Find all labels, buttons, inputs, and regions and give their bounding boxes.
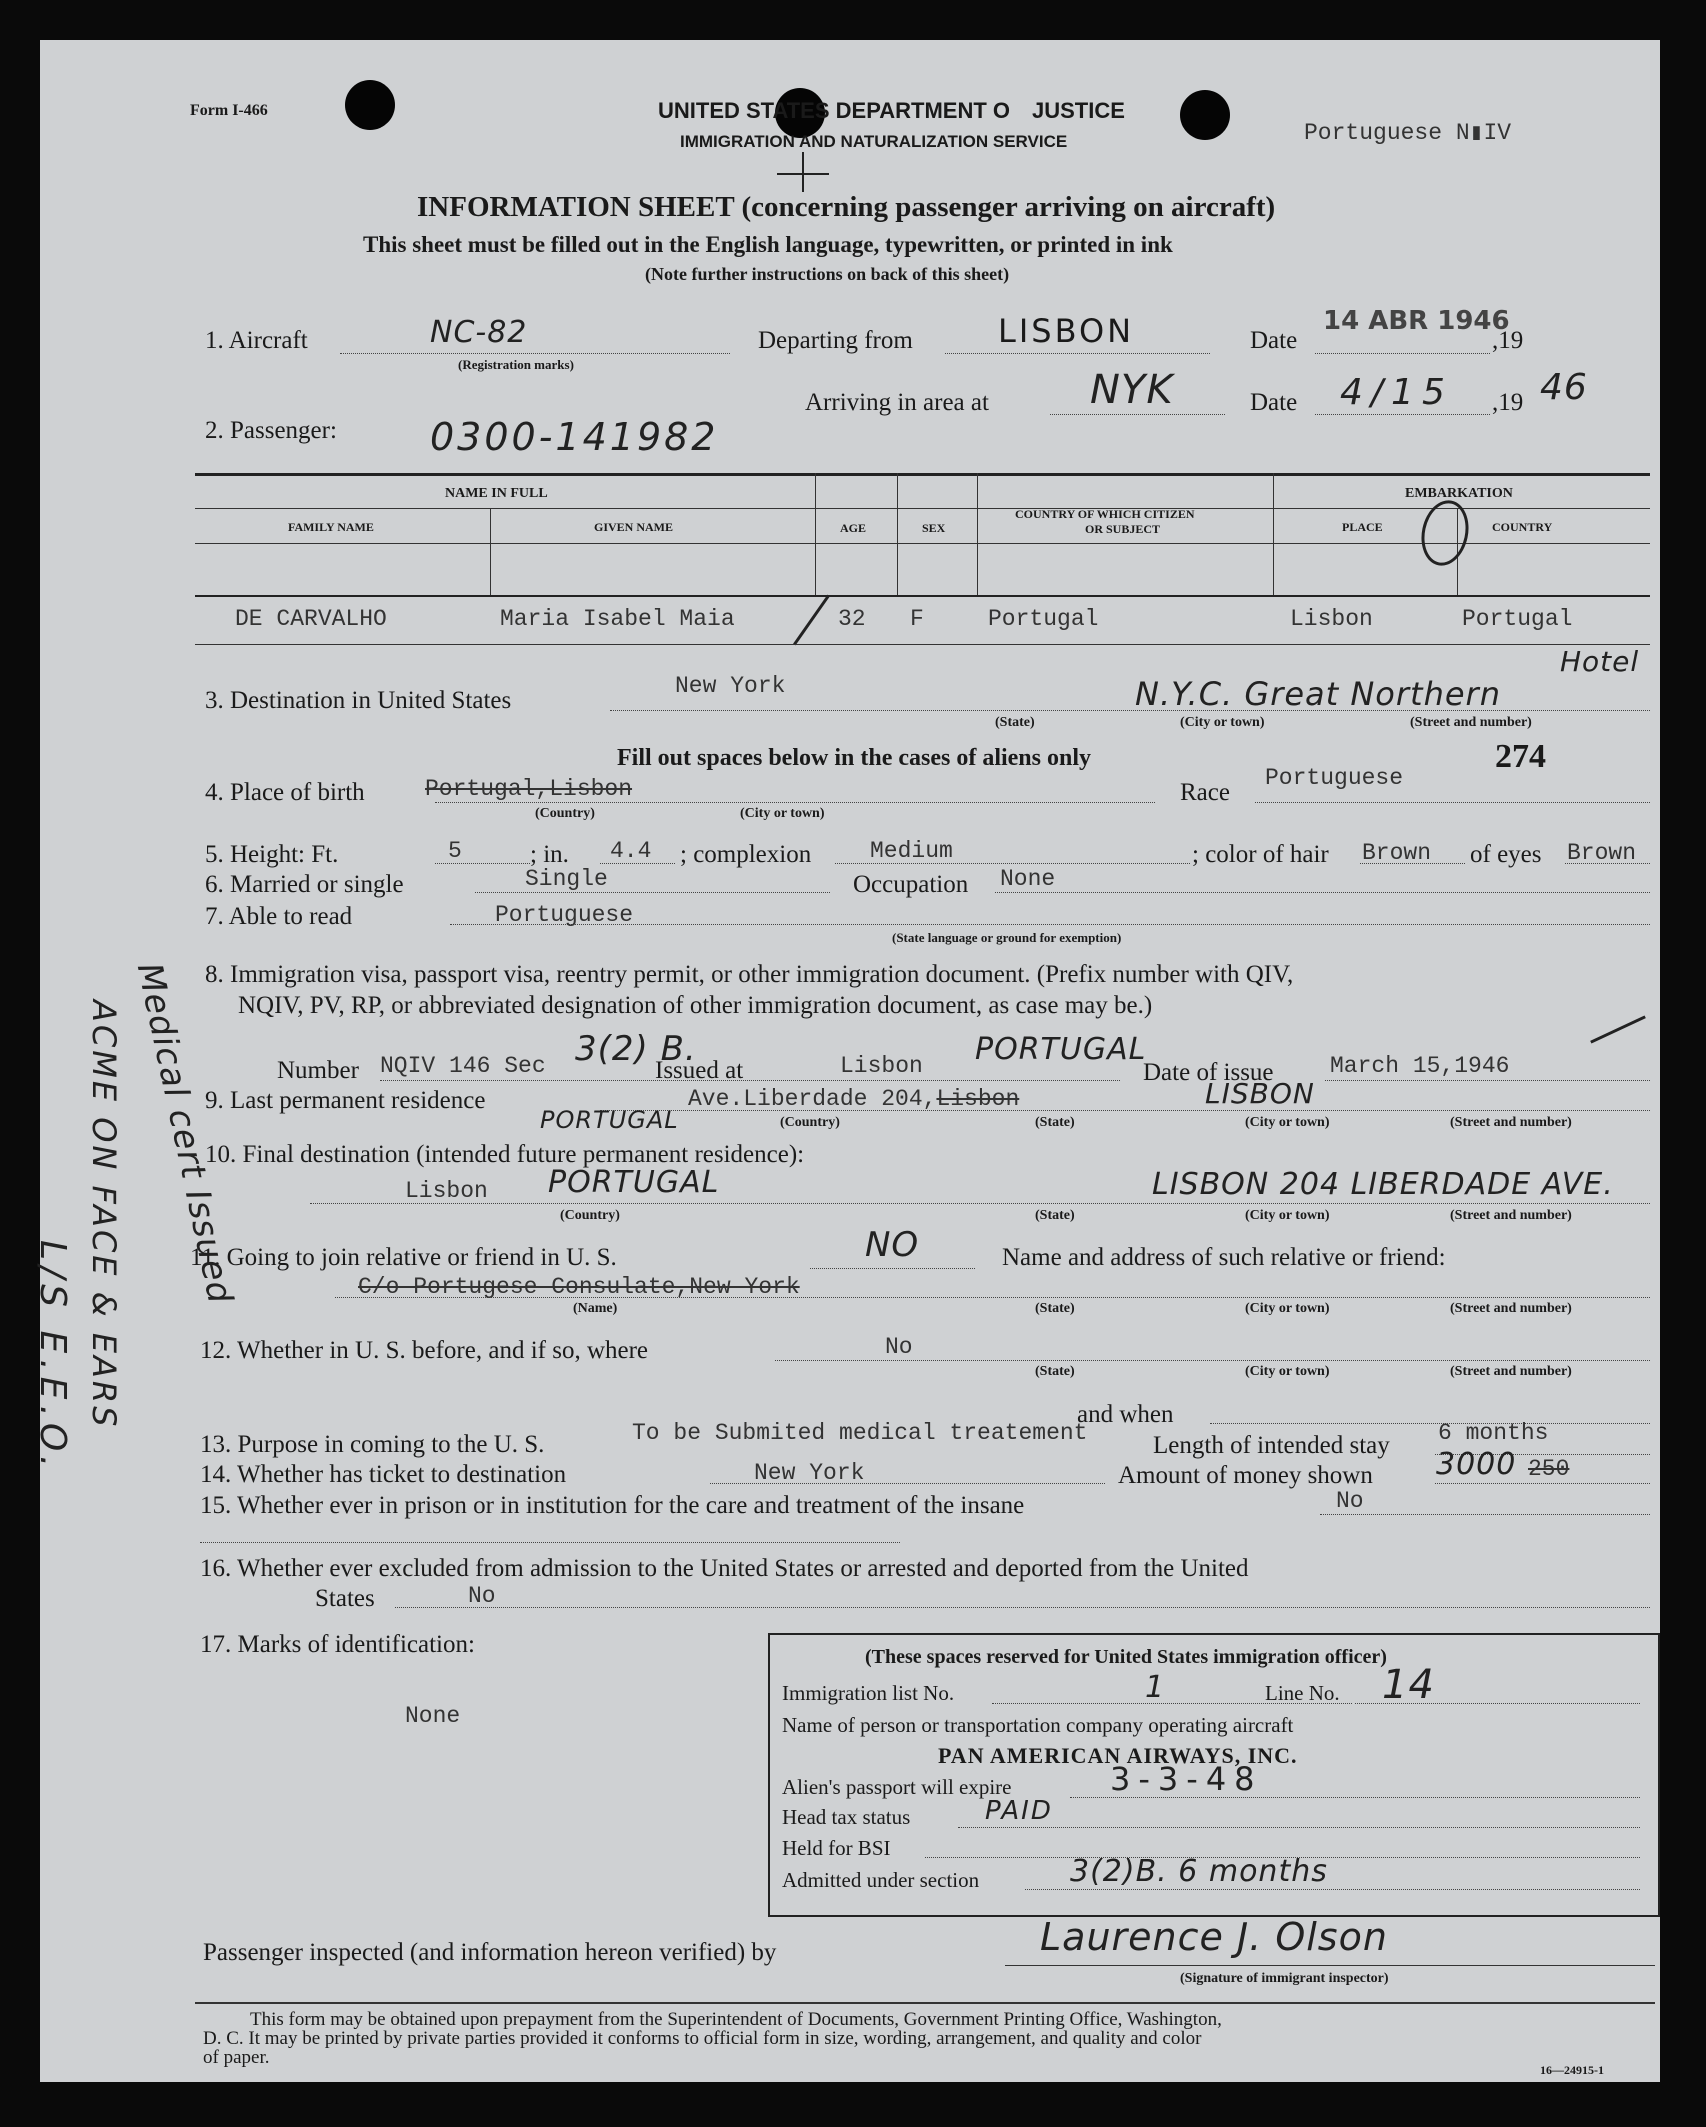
street-caption-12: (Street and number)	[1450, 1364, 1572, 1379]
given-name-cell: Maria Isabel Maia	[500, 606, 735, 632]
arriving-value: NYK	[1090, 367, 1174, 413]
occupation-value: None	[1000, 866, 1056, 892]
embark-place-cell: Lisbon	[1290, 606, 1373, 632]
arrival-date-value: 4/15	[1340, 372, 1453, 413]
final-destination-label: 10. Final destination (intended future permanent residence):	[205, 1141, 805, 1168]
residence-value: Ave.Liberdade 204,Lisbon	[688, 1086, 1020, 1112]
stay-value: 6 months	[1438, 1420, 1549, 1446]
arriving-label: Arriving in area at	[805, 389, 989, 416]
occupation-label: Occupation	[853, 871, 969, 898]
issued-label: Issued at	[655, 1057, 744, 1084]
tick-mark	[1590, 1015, 1646, 1043]
city-caption-11: (City or town)	[1245, 1301, 1330, 1316]
height-inches: 4.4	[610, 838, 652, 864]
family-name-cell: DE CARVALHO	[235, 606, 387, 632]
read-caption: (State language or ground for exemption)	[892, 930, 1122, 945]
before-value: No	[885, 1334, 913, 1360]
aliens-only-note: Fill out spaces below in the cases of aliens only	[617, 745, 1092, 771]
signature-caption: (Signature of immigrant inspector)	[1180, 1971, 1389, 1986]
embarkation-header: EMBARKATION	[1405, 486, 1513, 501]
issued-country-hand: PORTUGAL	[975, 1032, 1147, 1067]
arrival-date-label: Date	[1250, 389, 1298, 416]
eyes-value: Brown	[1567, 840, 1637, 866]
read-value: Portuguese	[495, 902, 634, 928]
residence-city-hand: LISBON	[1205, 1077, 1315, 1110]
birth-value: Portugal,Lisbon	[425, 776, 633, 802]
visa-type-note: Portuguese N▮IV	[1304, 120, 1512, 146]
form-number: Form I-466	[190, 102, 268, 119]
race-value: Portuguese	[1265, 765, 1404, 791]
street-caption-10: (Street and number)	[1450, 1208, 1572, 1223]
language-instruction: This sheet must be filled out in the English language, typewritten, or printed in ink	[363, 232, 1173, 257]
birth-country-caption: (Country)	[535, 806, 595, 821]
hair-label: ; color of hair	[1192, 841, 1329, 868]
inspector-signature: Laurence J. Olson	[1040, 1915, 1388, 1959]
passenger-number: 0300-141982	[430, 415, 719, 459]
city-caption-10: (City or town)	[1245, 1208, 1330, 1223]
country-caption-10: (Country)	[560, 1208, 620, 1223]
company-value: PAN AMERICAN AIRWAYS, INC.	[938, 1743, 1298, 1768]
seal-mark	[802, 152, 804, 192]
money-struck: 250	[1528, 1456, 1570, 1482]
arrival-year: 46	[1540, 367, 1588, 408]
purpose-value: To be Submited medical treatement	[632, 1420, 1088, 1446]
race-label: Race	[1180, 779, 1230, 806]
given-name-header: GIVEN NAME	[594, 520, 674, 534]
excluded-label-1: 16. Whether ever excluded from admission to the United States or arrested and deported from the United	[200, 1555, 1249, 1582]
margin-note-medical: Medical cert Issued	[128, 959, 241, 1308]
final-city-hand: LISBON 204 LIBERDADE AVE.	[1152, 1167, 1614, 1202]
birth-label: 4. Place of birth	[205, 779, 365, 806]
relative-value: C/o Portugese Consulate,New York	[358, 1274, 800, 1300]
destination-hotel: Hotel	[1560, 645, 1640, 678]
registration-caption: (Registration marks)	[458, 357, 574, 372]
bsi-label: Held for BSI	[782, 1836, 891, 1860]
punch-hole-right	[1180, 90, 1230, 140]
name-caption-11: (Name)	[573, 1301, 618, 1316]
state-caption-10: (State)	[1035, 1208, 1075, 1223]
issued-value: Lisbon	[840, 1053, 923, 1079]
visa-label-2: NQIV, PV, RP, or abbreviated designation of other immigration document, as case may be.)	[238, 992, 1153, 1019]
destination-label: 3. Destination in United States	[205, 687, 512, 714]
seal-mark-base	[777, 173, 829, 175]
residence-label: 9. Last permanent residence	[205, 1087, 486, 1114]
margin-note-ls: L/S E.E.O.	[32, 1240, 73, 1474]
ticket-label: 14. Whether has ticket to destination	[200, 1461, 567, 1488]
prison-label: 15. Whether ever in prison or in institution for the care and treatment of the insane	[200, 1492, 1025, 1519]
destination-city: N.Y.C. Great Northern	[1135, 675, 1501, 713]
section-label: Admitted under section	[782, 1868, 980, 1892]
margin-note-acme: ACME ON FACE & EARS	[85, 1000, 123, 1430]
sheet-title: INFORMATION SHEET (concerning passenger arriving on aircraft)	[417, 191, 1276, 223]
issue-date-value: March 15,1946	[1330, 1053, 1510, 1079]
excluded-label-2: States	[315, 1585, 375, 1612]
footer-line-1: This form may be obtained upon prepayment from the Superintendent of Documents, Government Printing Office, Washington,	[250, 2009, 1222, 2030]
embark-country-cell: Portugal	[1462, 606, 1573, 632]
company-label: Name of person or transportation company operating aircraft	[782, 1713, 1294, 1737]
age-header: AGE	[840, 521, 867, 535]
relative-label: 11. Going to join relative or friend in U. S.	[190, 1244, 617, 1271]
marks-label: 17. Marks of identification:	[200, 1631, 475, 1658]
marks-value: None	[405, 1703, 461, 1729]
section-value: 3(2)B. 6 months	[1070, 1854, 1328, 1889]
marital-value: Single	[525, 866, 608, 892]
marital-label: 6. Married or single	[205, 871, 404, 898]
sex-header: SEX	[922, 521, 946, 535]
departing-label: Departing from	[758, 327, 913, 354]
relative-name-label: Name and address of such relative or friend:	[1002, 1244, 1446, 1271]
arrival-year-prefix: ,19	[1492, 389, 1524, 416]
citizen-cell: Portugal	[988, 606, 1099, 632]
footer-line-2: D. C. It may be printed by private parties provided it conforms to official form in size, wording, arrangement, and quality and color	[203, 2028, 1202, 2049]
state-caption-11: (State)	[1035, 1301, 1075, 1316]
passport-expire-label: Alien's passport will expire	[782, 1775, 1012, 1799]
departing-value: LISBON	[998, 312, 1135, 350]
relative-answer: NO	[865, 1225, 920, 1265]
destination-state: New York	[675, 673, 786, 699]
visa-number: NQIV 146 Sec	[380, 1053, 546, 1079]
residence-country-hand: PORTUGAL	[540, 1106, 679, 1134]
city-caption-12: (City or town)	[1245, 1364, 1330, 1379]
state-caption-3: (State)	[995, 715, 1035, 730]
excluded-value: No	[468, 1583, 496, 1609]
back-note: (Note further instructions on back of this sheet)	[645, 264, 1010, 284]
final-country: Lisbon	[405, 1178, 488, 1204]
read-label: 7. Able to read	[205, 903, 353, 930]
date-year-prefix: ,19	[1492, 327, 1524, 354]
aircraft-value: NC-82	[430, 315, 528, 350]
country-caption-9: (Country)	[780, 1115, 840, 1130]
street-caption-9: (Street and number)	[1450, 1115, 1572, 1130]
street-caption-3: (Street and number)	[1410, 715, 1532, 730]
family-name-header: FAMILY NAME	[288, 520, 374, 534]
visa-label-1: 8. Immigration visa, passport visa, reentry permit, or other immigration document. (Prefix number with QIV,	[205, 961, 1294, 988]
serial-number: 274	[1495, 738, 1546, 775]
city-caption-3: (City or town)	[1180, 715, 1265, 730]
department-name: UNITED STATES DEPARTMENT O JUSTICE	[658, 98, 1125, 123]
money-value: 3000	[1436, 1447, 1517, 1482]
ticket-value: New York	[754, 1460, 865, 1486]
money-label: Amount of money shown	[1118, 1462, 1373, 1489]
list-no-value: 1	[1145, 1670, 1166, 1705]
embark-country-header: COUNTRY	[1492, 520, 1553, 534]
state-caption-12: (State)	[1035, 1364, 1075, 1379]
sex-cell: F	[910, 606, 924, 632]
passenger-label: 2. Passenger:	[205, 417, 337, 444]
stay-label: Length of intended stay	[1153, 1432, 1390, 1459]
date-stamp: 14 ABR 1946	[1323, 306, 1510, 336]
country-citizen-header-2: OR SUBJECT	[1085, 522, 1161, 536]
height-label: 5. Height: Ft.	[205, 841, 339, 868]
name-in-full-header: NAME IN FULL	[445, 486, 548, 501]
line-no-value: 14	[1382, 1662, 1435, 1708]
state-caption-9: (State)	[1035, 1115, 1075, 1130]
issue-date-label: Date of issue	[1143, 1059, 1274, 1086]
country-citizen-header-1: COUNTRY OF WHICH CITIZEN	[1015, 507, 1195, 521]
passport-expire-value: 3-3-48	[1110, 1760, 1263, 1798]
punch-hole-left	[345, 80, 395, 130]
age-cell: 32	[838, 606, 866, 632]
complexion-value: Medium	[870, 838, 953, 864]
street-caption-11: (Street and number)	[1450, 1301, 1572, 1316]
before-label: 12. Whether in U. S. before, and if so, where	[200, 1337, 649, 1364]
list-no-label: Immigration list No.	[782, 1681, 955, 1705]
hair-value: Brown	[1362, 840, 1432, 866]
visa-section-hand: 3(2) B.	[575, 1029, 697, 1069]
and-when-label: and when	[1077, 1401, 1174, 1428]
service-name: IMMIGRATION AND NATURALIZATION SERVICE	[680, 132, 1068, 151]
birth-city-caption: (City or town)	[740, 806, 825, 821]
head-tax-label: Head tax status	[782, 1805, 911, 1829]
head-tax-value: PAID	[985, 1796, 1053, 1826]
slash-mark	[793, 595, 830, 646]
height-feet: 5	[448, 838, 462, 864]
place-header: PLACE	[1342, 520, 1383, 534]
aircraft-label: 1. Aircraft	[205, 327, 308, 354]
eyes-label: of eyes	[1470, 841, 1542, 868]
purpose-label: 13. Purpose in coming to the U. S.	[200, 1431, 545, 1458]
visa-number-label: Number	[277, 1057, 359, 1084]
officer-box-title: (These spaces reserved for United States immigration officer)	[865, 1646, 1387, 1668]
line-no-label: Line No.	[1265, 1681, 1340, 1705]
date-label: Date	[1250, 327, 1298, 354]
officer-box	[768, 1633, 1660, 1917]
prison-value: No	[1336, 1488, 1364, 1514]
form-sheet	[32, 40, 1660, 2082]
footer-line-3: of paper.	[203, 2047, 270, 2068]
complexion-label: ; complexion	[680, 841, 812, 868]
footer-code: 16—24915-1	[1540, 2063, 1604, 2077]
final-country-hand: PORTUGAL	[548, 1165, 720, 1200]
inspection-label: Passenger inspected (and information hereon verified) by	[203, 1939, 777, 1966]
city-caption-9: (City or town)	[1245, 1115, 1330, 1130]
inches-label: ; in.	[530, 841, 569, 868]
